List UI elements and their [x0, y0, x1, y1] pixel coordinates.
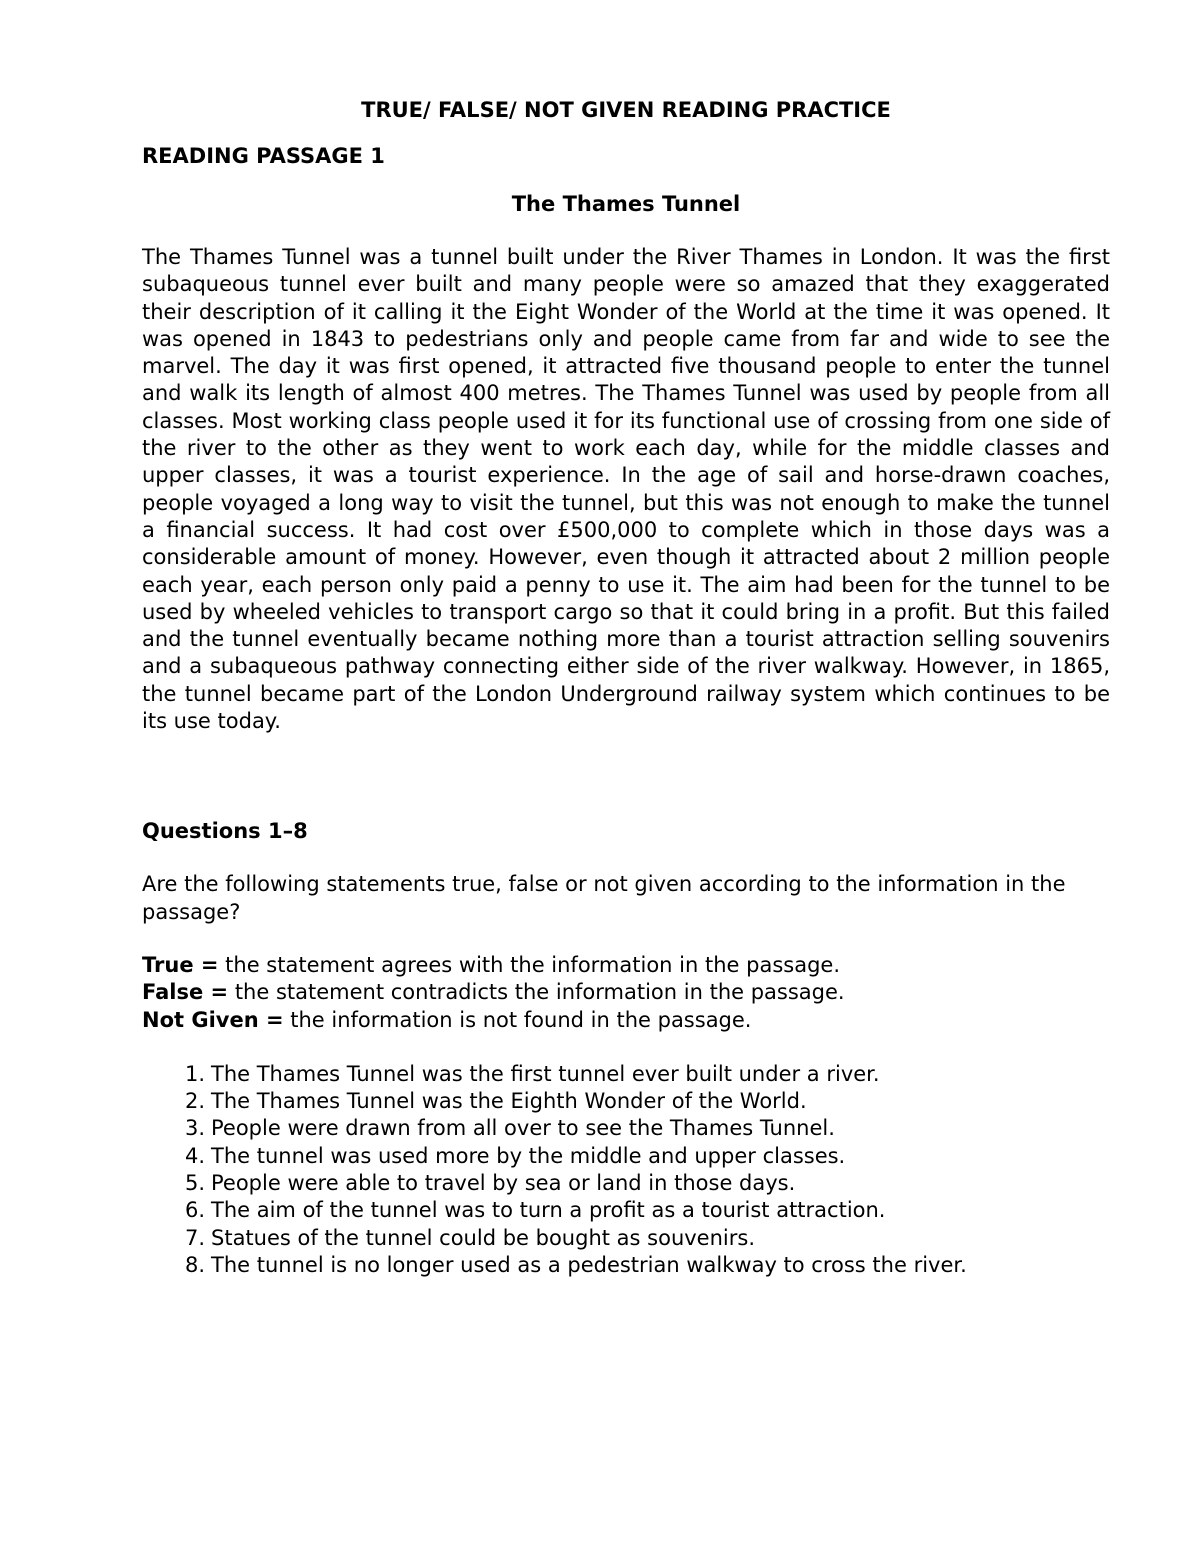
question-number: 7. — [184, 1225, 205, 1250]
question-list — [142, 1061, 1110, 1279]
question-item — [142, 1143, 1110, 1170]
answer-key — [142, 952, 1110, 1034]
document-title: TRUE/ FALSE/ NOT GIVEN READING PRACTICE — [361, 98, 891, 122]
question-text: People were able to travel by sea or land in those days. — [211, 1171, 796, 1196]
question-text: The Thames Tunnel was the Eighth Wonder of the World. — [211, 1089, 807, 1114]
answer-key-not-given — [142, 1007, 1110, 1034]
question-item — [142, 1061, 1110, 1088]
questions-instructions: Are the following statements true, false or not given according to the information in the passage? — [142, 872, 1066, 924]
key-term: True = — [142, 952, 219, 977]
questions-heading: Questions 1–8 — [142, 819, 308, 844]
answer-key-true — [142, 952, 1110, 979]
question-item — [142, 1170, 1110, 1197]
question-number: 4. — [184, 1143, 205, 1168]
question-text: The tunnel was used more by the middle and upper classes. — [211, 1143, 846, 1168]
question-number: 1. — [184, 1061, 205, 1086]
question-item — [142, 1197, 1110, 1224]
question-number: 3. — [184, 1116, 205, 1141]
question-item — [142, 1225, 1110, 1252]
question-number: 6. — [184, 1198, 205, 1223]
key-term: False = — [142, 980, 229, 1005]
question-item — [142, 1088, 1110, 1115]
document-page — [142, 96, 1110, 1279]
question-text: The aim of the tunnel was to turn a profit as a tourist attraction. — [211, 1198, 886, 1223]
key-definition: the statement contradicts the information in the passage. — [228, 980, 845, 1005]
question-item — [142, 1115, 1110, 1142]
question-text: The tunnel is no longer used as a pedestrian walkway to cross the river. — [211, 1252, 967, 1277]
passage-body: The Thames Tunnel was a tunnel built under the River Thames in London. It was the first subaqueous tunnel ever built and many people were so amazed that they exaggerated their description of it calling it the Eight Wonder of the World at the time it was opened. It was opened in 1843 to pedestrians only and people came from far and wide to see the marvel. The day it was first opened, it attracted five thousand people to enter the tunnel and walk its length of almost 400 metres. The Thames Tunnel was used by people from all classes. Most working class people used it for its functional use of crossing from one side of the river to the other as they went to work each day, while for the middle classes and upper classes, it was a tourist experience. In the age of sail and horse-drawn coaches, people voyaged a long way to visit the tunnel, but this was not enough to make the tunnel a financial success. It had cost over £500,000 to complete which in those days was a considerable amount of money. However, even though it attracted about 2 million people each year, each person only paid a penny to use it. The aim had been for the tunnel to be used by wheeled vehicles to transport cargo so that it could bring in a profit. But this failed and the tunnel eventually became nothing more than a tourist attraction selling souvenirs and a subaqueous pathway connecting either side of the river walkway. However, in 1865, the tunnel became part of the London Underground railway system which continues to be its use today. — [142, 245, 1110, 734]
question-number: 5. — [184, 1171, 205, 1196]
key-term: Not Given = — [142, 1007, 284, 1032]
question-number: 2. — [184, 1089, 205, 1114]
key-definition: the information is not found in the passage. — [283, 1007, 752, 1032]
question-item — [142, 1252, 1110, 1279]
question-number: 8. — [184, 1252, 205, 1277]
passage-label: READING PASSAGE 1 — [142, 144, 385, 168]
question-text: People were drawn from all over to see the Thames Tunnel. — [211, 1116, 835, 1141]
passage-title: The Thames Tunnel — [511, 192, 741, 216]
key-definition: the statement agrees with the information in the passage. — [218, 952, 840, 977]
question-text: The Thames Tunnel was the first tunnel ever built under a river. — [211, 1061, 880, 1086]
answer-key-false — [142, 979, 1110, 1006]
question-text: Statues of the tunnel could be bought as souvenirs. — [211, 1225, 755, 1250]
